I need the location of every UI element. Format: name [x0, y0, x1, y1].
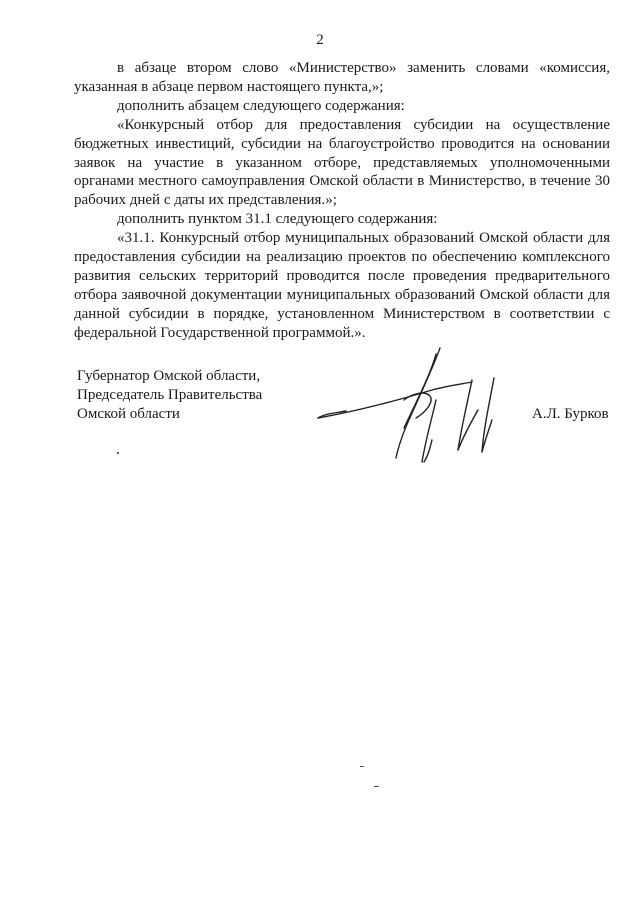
page-number: 2	[316, 32, 324, 48]
scan-speck	[374, 786, 379, 787]
scan-speck	[117, 452, 119, 454]
paragraph-1: в абзаце втором слово «Министерство» заменить словами «комиссия, указанная в абзаце первом настоящего пункта,»;	[74, 60, 610, 95]
document-body	[74, 59, 610, 343]
signatory-title	[77, 367, 262, 424]
paragraph-3: «Конкурсный отбор для предоставления субсидии на осуществление бюджетных инвестиций, субсидии на благоустройство проводится на основании заявок на участие в указанном отборе, представляемых уполномоченными органами местного самоуправления Омской области в Министерство, в течение 30 рабочих дней с даты их представления.»;	[74, 116, 610, 209]
paragraph-5: «31.1. Конкурсный отбор муниципальных образований Омской области для предоставления субсидии на реализацию проектов по обеспечению комплексного развития сельских территорий проводится после проведения предварительного отбора заявочной документации муниципальных образований Омской области для данной субсидии в порядке, установленном Министерством в соответствии с федеральной Государственной программой.».	[74, 230, 610, 341]
signatory-title-line-3: Омской области	[77, 406, 180, 422]
paragraph-4: дополнить пунктом 31.1 следующего содержания:	[117, 211, 438, 228]
paragraph-2: дополнить абзацем следующего содержания:	[117, 97, 405, 114]
signer-name: А.Л. Бурков	[532, 406, 609, 422]
signatory-title-line-2: Председатель Правительства	[77, 387, 263, 403]
scan-speck	[360, 766, 364, 767]
handwritten-signature	[312, 340, 532, 470]
signatory-title-line-1: Губернатор Омской области,	[77, 368, 261, 384]
